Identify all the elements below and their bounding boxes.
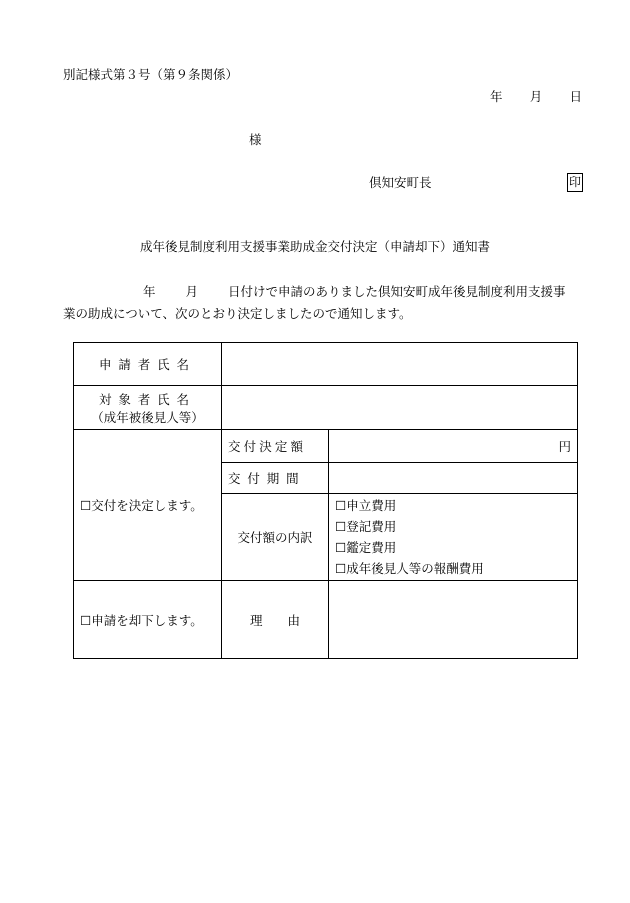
table-row	[74, 386, 578, 430]
issuer: 倶知安町長	[369, 175, 432, 190]
subject-name-field[interactable]	[222, 386, 578, 430]
applicant-name-field[interactable]	[222, 343, 578, 386]
grant-amount-label-cell	[222, 430, 329, 463]
date-line	[490, 89, 582, 104]
date-year: 年	[490, 89, 503, 104]
body-paragraph	[63, 281, 583, 325]
breakdown-item-label: 鑑定費用	[346, 540, 397, 555]
date-day: 日	[569, 89, 582, 104]
breakdown-item-label: 成年後見人等の報酬費用	[346, 561, 484, 576]
breakdown-items	[329, 494, 578, 581]
reason-label-cell	[222, 581, 329, 659]
body-year: 年	[143, 284, 156, 299]
breakdown-label-cell	[222, 494, 329, 581]
seal-mark: 印	[567, 173, 583, 192]
grant-amount-field[interactable]	[329, 430, 578, 463]
breakdown-checkbox[interactable]: ☐	[335, 519, 347, 534]
applicant-name-label: 申請者氏名	[99, 357, 196, 372]
breakdown-item[interactable]	[329, 495, 577, 516]
grant-option-cell	[74, 430, 222, 581]
subject-name-sub: （成年被後見人等）	[91, 409, 204, 425]
breakdown-item[interactable]	[329, 516, 577, 537]
grant-period-label: 交付期間	[228, 471, 306, 486]
grant-checkbox[interactable]: ☐	[80, 498, 92, 513]
subject-name-label-cell	[74, 386, 222, 430]
breakdown-checkbox[interactable]: ☐	[335, 498, 347, 513]
breakdown-checkbox[interactable]: ☐	[335, 561, 347, 576]
body-text-1: 日付けで申請のありました倶知安町成年後見制度利用支援事	[228, 284, 566, 299]
breakdown-item-label: 登記費用	[346, 519, 397, 534]
grant-period-label-cell	[222, 463, 329, 494]
document-title: 成年後見制度利用支援事業助成金交付決定（申請却下）通知書	[139, 239, 490, 254]
reject-option-cell	[74, 581, 222, 659]
reason-label: 理 由	[249, 612, 300, 628]
breakdown-checkbox[interactable]: ☐	[335, 540, 347, 555]
breakdown-item[interactable]	[329, 558, 577, 579]
grant-option-label: 交付を決定します。	[91, 498, 203, 513]
subject-name-label: 対象者氏名	[99, 391, 196, 407]
applicant-name-label-cell	[74, 343, 222, 386]
grant-period-field[interactable]	[329, 463, 578, 494]
reject-checkbox[interactable]: ☐	[80, 612, 92, 628]
breakdown-label: 交付額の内訳	[237, 530, 313, 545]
table-row	[74, 430, 578, 463]
result-table	[73, 342, 578, 659]
grant-amount-label: 交付決定額	[228, 439, 307, 454]
date-month: 月	[529, 89, 543, 104]
table-row	[74, 581, 578, 659]
form-number: 別記様式第３号（第９条関係）	[63, 67, 239, 82]
breakdown-item-label: 申立費用	[346, 498, 397, 513]
yen-unit: 円	[558, 439, 571, 454]
body-text-2: 業の助成について、次のとおり決定しましたので通知します。	[63, 306, 412, 321]
reason-field[interactable]	[329, 581, 578, 659]
table-row	[74, 343, 578, 386]
breakdown-item[interactable]	[329, 537, 577, 558]
body-month: 月	[185, 284, 199, 299]
addressee-suffix: 様	[249, 132, 262, 147]
reject-option-label: 申請を却下します。	[91, 612, 203, 628]
